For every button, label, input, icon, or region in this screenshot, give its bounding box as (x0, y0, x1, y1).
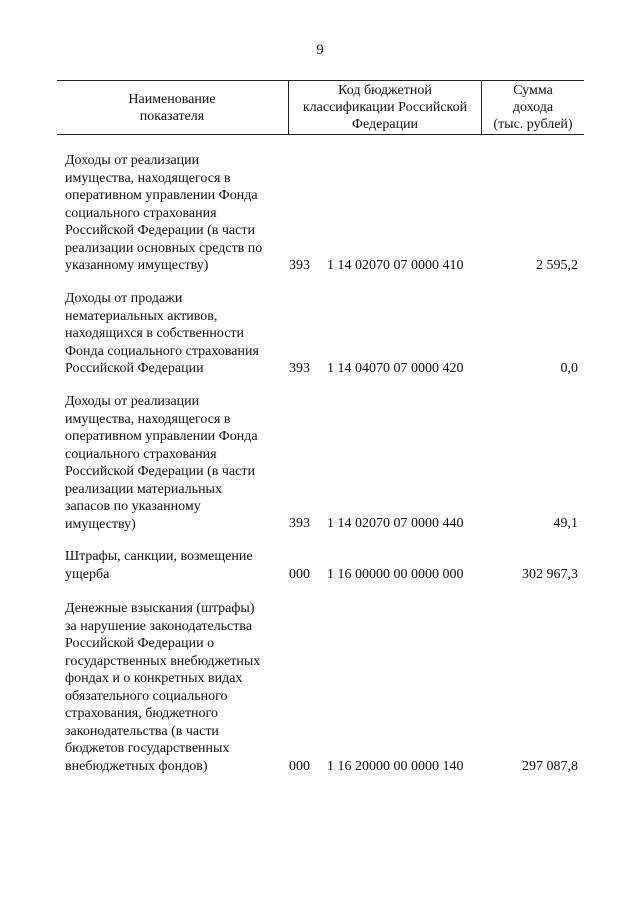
row-name: Доходы от реализации имущества, находящегося в оперативном управлении Фонда социального страхования Российской Федерации (в части реализации материальных запасов по указанному имуществу) (65, 394, 258, 532)
table-row (57, 152, 584, 274)
row-amount: 297 087,8 (522, 758, 578, 774)
row-name: Доходы от продажи нематериальных активов, находящихся в собственности Фонда социального страхования Российской Федерации (65, 291, 259, 376)
header-amount: Сумма дохода (тыс. рублей) (493, 83, 573, 132)
row-amount: 302 967,3 (522, 566, 578, 582)
row-admin-code: 393 (289, 515, 310, 531)
table-row (57, 290, 584, 377)
row-name: Денежные взыскания (штрафы) за нарушение законодательства Российской Федерации о государственных внебюджетных фондах и о конкретных видах обязательного социального страхования, бюджетного законодательства (в части бюджетов государственных внебюджетных фондов) (65, 601, 261, 774)
row-admin-code: 000 (289, 758, 310, 774)
row-classification-code: 1 16 00000 00 0000 000 (327, 566, 464, 582)
header-code: Код бюджетной классификации Российской Федерации (288, 81, 482, 134)
row-classification-code: 1 14 02070 07 0000 440 (327, 515, 464, 531)
row-classification-code: 1 16 20000 00 0000 140 (327, 758, 464, 774)
header-indicator: Наименование показателя (128, 91, 216, 124)
row-admin-code: 393 (289, 257, 310, 273)
table-header (57, 80, 584, 135)
table-row (57, 393, 584, 532)
row-classification-code: 1 14 02070 07 0000 410 (327, 257, 464, 273)
row-amount: 2 595,2 (536, 257, 578, 273)
row-admin-code: 000 (289, 566, 310, 582)
row-amount: 49,1 (553, 515, 578, 531)
table-row (57, 548, 584, 583)
row-admin-code: 393 (289, 360, 310, 376)
row-amount: 0,0 (560, 360, 578, 376)
page-number: 9 (316, 42, 324, 58)
row-name: Штрафы, санкции, возмещение ущерба (65, 549, 253, 582)
row-name: Доходы от реализации имущества, находящегося в оперативном управлении Фонда социального страхования Российской Федерации (в части реализации основных средств по указанному имуществу) (65, 153, 263, 273)
row-classification-code: 1 14 04070 07 0000 420 (327, 360, 464, 376)
table-row (57, 600, 584, 775)
